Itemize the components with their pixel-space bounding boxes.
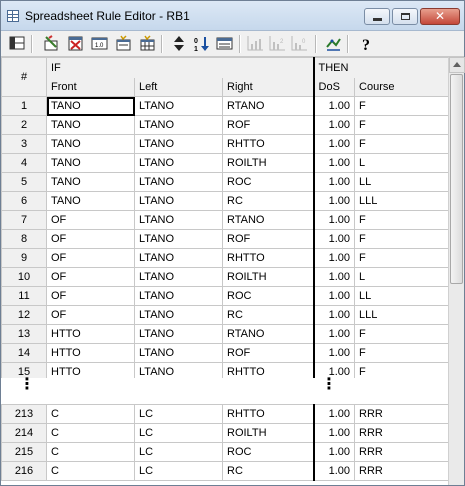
cell-front[interactable]: OF bbox=[47, 287, 135, 306]
svg-text:1: 1 bbox=[194, 46, 198, 52]
cell-right[interactable]: ROILTH bbox=[223, 268, 314, 287]
cell-course[interactable]: F bbox=[355, 249, 448, 268]
close-icon: ✕ bbox=[434, 9, 446, 23]
cell-course[interactable]: LLL bbox=[355, 192, 448, 211]
cell-left[interactable]: LTANO bbox=[135, 363, 223, 382]
cell-right[interactable]: ROF bbox=[223, 344, 314, 363]
cell-left[interactable]: LTANO bbox=[135, 116, 223, 135]
sort-icon[interactable] bbox=[193, 35, 210, 52]
if-group-header: IF bbox=[47, 58, 314, 78]
svg-text:2: 2 bbox=[280, 39, 284, 45]
cell-course[interactable]: F bbox=[355, 363, 448, 382]
cell-course[interactable]: F bbox=[355, 116, 448, 135]
cell-front[interactable]: TANO bbox=[47, 97, 135, 116]
cell-dos[interactable]: 1.00 bbox=[314, 173, 355, 192]
cell-front[interactable]: TANO bbox=[47, 116, 135, 135]
table-row[interactable] bbox=[2, 443, 449, 462]
row-number[interactable]: 213 bbox=[2, 405, 47, 424]
cell-front[interactable]: C bbox=[47, 443, 135, 462]
table-row[interactable] bbox=[2, 154, 449, 173]
row-number[interactable]: 4 bbox=[2, 154, 47, 173]
cell-course[interactable]: F bbox=[355, 344, 448, 363]
view-icon[interactable] bbox=[216, 35, 233, 52]
cell-dos[interactable]: 1.00 bbox=[314, 443, 355, 462]
cell-right[interactable]: ROC bbox=[223, 287, 314, 306]
cell-left[interactable]: LC bbox=[135, 443, 223, 462]
delete-rule-icon[interactable] bbox=[67, 35, 84, 52]
row-number[interactable]: 216 bbox=[2, 462, 47, 481]
table-row[interactable] bbox=[2, 249, 449, 268]
row-number[interactable]: 11 bbox=[2, 287, 47, 306]
rule-table-icon[interactable] bbox=[139, 35, 156, 52]
svg-text:0: 0 bbox=[194, 38, 198, 45]
cell-right[interactable]: RHTTO bbox=[223, 405, 314, 424]
cell-dos[interactable]: 1.00 bbox=[314, 325, 355, 344]
header-row-group bbox=[2, 58, 449, 78]
cell-left[interactable]: LTANO bbox=[135, 306, 223, 325]
maximize-button[interactable] bbox=[392, 8, 418, 25]
cell-dos[interactable]: 1.00 bbox=[314, 268, 355, 287]
cell-front[interactable]: TANO bbox=[47, 135, 135, 154]
cell-front[interactable]: OF bbox=[47, 268, 135, 287]
table-row[interactable] bbox=[2, 116, 449, 135]
minimize-button[interactable] bbox=[364, 8, 390, 25]
edit-rule-icon[interactable] bbox=[43, 35, 60, 52]
header-row-columns bbox=[2, 78, 449, 97]
row-number[interactable]: 10 bbox=[2, 268, 47, 287]
row-number[interactable]: 12 bbox=[2, 306, 47, 325]
cell-right[interactable]: ROF bbox=[223, 116, 314, 135]
cell-front[interactable]: TANO bbox=[47, 154, 135, 173]
toolbar-separator bbox=[239, 35, 240, 53]
cell-dos[interactable]: 1.00 bbox=[314, 249, 355, 268]
spreadsheet-app-icon bbox=[7, 10, 19, 22]
table-row[interactable] bbox=[2, 344, 449, 363]
cell-course[interactable]: LL bbox=[355, 173, 448, 192]
table-row[interactable] bbox=[2, 306, 449, 325]
then-ellipsis: ⋮ bbox=[321, 376, 337, 393]
cell-course[interactable]: F bbox=[355, 211, 448, 230]
cell-course[interactable]: RRR bbox=[355, 462, 449, 481]
cell-dos[interactable]: 1.00 bbox=[314, 306, 355, 325]
cell-left[interactable]: LTANO bbox=[135, 249, 223, 268]
rule-settings-icon[interactable] bbox=[115, 35, 132, 52]
table-row[interactable] bbox=[2, 173, 449, 192]
cell-dos[interactable]: 1.00 bbox=[314, 154, 355, 173]
window-title: Spreadsheet Rule Editor - RB1 bbox=[25, 9, 190, 23]
cell-front[interactable]: C bbox=[47, 424, 135, 443]
cell-right[interactable]: ROF bbox=[223, 230, 314, 249]
then-group-header: THEN bbox=[314, 58, 448, 78]
row-number[interactable]: 1 bbox=[2, 97, 47, 116]
cell-front[interactable]: TANO bbox=[47, 192, 135, 211]
rule-table bbox=[1, 57, 448, 382]
cell-dos[interactable]: 1.00 bbox=[314, 287, 355, 306]
row-number[interactable]: 2 bbox=[2, 116, 47, 135]
cell-front[interactable]: OF bbox=[47, 249, 135, 268]
cell-course[interactable]: F bbox=[355, 97, 448, 116]
row-number[interactable]: 15 bbox=[2, 363, 47, 382]
cell-course[interactable]: RRR bbox=[355, 443, 449, 462]
cell-left[interactable]: LC bbox=[135, 405, 223, 424]
table-row[interactable] bbox=[2, 405, 449, 424]
table-row[interactable] bbox=[2, 135, 449, 154]
row-ellipsis-gap bbox=[1, 378, 448, 404]
cell-left[interactable]: LTANO bbox=[135, 97, 223, 116]
cell-front[interactable]: OF bbox=[47, 211, 135, 230]
row-number[interactable]: 214 bbox=[2, 424, 47, 443]
cell-right[interactable]: RTANO bbox=[223, 325, 314, 344]
toolbar-separator bbox=[347, 35, 348, 53]
cell-left[interactable]: LTANO bbox=[135, 173, 223, 192]
cell-course[interactable]: F bbox=[355, 230, 448, 249]
table-row[interactable] bbox=[2, 97, 449, 116]
minimize-icon bbox=[373, 18, 382, 21]
chart-1-icon[interactable] bbox=[247, 35, 264, 52]
cell-dos[interactable]: 1.00 bbox=[314, 462, 355, 481]
rule-grid-tail bbox=[1, 404, 448, 485]
cell-left[interactable]: LTANO bbox=[135, 135, 223, 154]
spreadsheet-icon[interactable] bbox=[9, 35, 26, 52]
chart-2-icon[interactable] bbox=[269, 35, 286, 52]
cell-dos[interactable]: 1.00 bbox=[314, 97, 355, 116]
cell-front[interactable]: C bbox=[47, 405, 135, 424]
cell-front[interactable]: OF bbox=[47, 306, 135, 325]
graph-icon[interactable] bbox=[325, 35, 342, 52]
row-number[interactable]: 9 bbox=[2, 249, 47, 268]
cell-course[interactable]: F bbox=[355, 325, 448, 344]
cell-right[interactable]: RHTTO bbox=[223, 363, 314, 382]
row-number[interactable]: 8 bbox=[2, 230, 47, 249]
row-number[interactable]: 215 bbox=[2, 443, 47, 462]
row-number[interactable]: 5 bbox=[2, 173, 47, 192]
cell-dos[interactable]: 1.00 bbox=[314, 192, 355, 211]
svg-text:0: 0 bbox=[302, 39, 306, 45]
cell-front[interactable]: OF bbox=[47, 230, 135, 249]
toolbar bbox=[1, 31, 464, 57]
chart-3-icon[interactable] bbox=[291, 35, 308, 52]
cell-course[interactable]: F bbox=[355, 135, 448, 154]
cell-dos[interactable]: 1.00 bbox=[314, 424, 355, 443]
column-header-right[interactable]: Right bbox=[223, 78, 314, 97]
table-row[interactable] bbox=[2, 462, 449, 481]
cell-right[interactable]: RHTTO bbox=[223, 249, 314, 268]
cell-course[interactable]: RRR bbox=[355, 405, 449, 424]
toolbar-separator bbox=[31, 35, 32, 53]
cell-right[interactable]: RTANO bbox=[223, 97, 314, 116]
row-number-header: # bbox=[2, 58, 47, 97]
help-icon[interactable] bbox=[359, 35, 376, 52]
table-row[interactable] bbox=[2, 192, 449, 211]
row-ellipsis: ⋮ bbox=[19, 376, 35, 393]
scroll-up-icon[interactable] bbox=[449, 57, 465, 73]
row-number[interactable]: 13 bbox=[2, 325, 47, 344]
cell-right[interactable]: ROILTH bbox=[223, 424, 314, 443]
cell-dos[interactable]: 1.00 bbox=[314, 363, 355, 382]
table-row[interactable] bbox=[2, 325, 449, 344]
cell-right[interactable]: ROC bbox=[223, 443, 314, 462]
cell-right[interactable]: RTANO bbox=[223, 211, 314, 230]
table-row[interactable] bbox=[2, 230, 449, 249]
cell-course[interactable]: L bbox=[355, 154, 448, 173]
toolbar-separator bbox=[161, 35, 162, 53]
row-number[interactable]: 7 bbox=[2, 211, 47, 230]
cell-left[interactable]: LC bbox=[135, 424, 223, 443]
cell-right[interactable]: RC bbox=[223, 306, 314, 325]
cell-front[interactable]: TANO bbox=[47, 173, 135, 192]
scrollbar-thumb[interactable] bbox=[450, 74, 463, 284]
table-row[interactable] bbox=[2, 211, 449, 230]
column-header-left[interactable]: Left bbox=[135, 78, 223, 97]
cell-dos[interactable]: 1.00 bbox=[314, 211, 355, 230]
cell-dos[interactable]: 1.00 bbox=[314, 405, 355, 424]
column-header-front[interactable]: Front bbox=[47, 78, 135, 97]
cell-course[interactable]: LL bbox=[355, 287, 448, 306]
cell-front[interactable]: HTTO bbox=[47, 344, 135, 363]
cell-course[interactable]: L bbox=[355, 268, 448, 287]
cell-front[interactable]: HTTO bbox=[47, 325, 135, 344]
cell-right[interactable]: RHTTO bbox=[223, 135, 314, 154]
cell-right[interactable]: ROILTH bbox=[223, 154, 314, 173]
row-number[interactable]: 3 bbox=[2, 135, 47, 154]
close-button[interactable] bbox=[420, 8, 460, 25]
svg-text:?: ? bbox=[362, 37, 370, 52]
cell-left[interactable]: LTANO bbox=[135, 211, 223, 230]
table-row[interactable] bbox=[2, 268, 449, 287]
set-value-icon[interactable] bbox=[91, 35, 108, 52]
title-bar[interactable] bbox=[1, 1, 464, 31]
cell-course[interactable]: LLL bbox=[355, 306, 448, 325]
cell-left[interactable]: LTANO bbox=[135, 154, 223, 173]
move-up-down-icon[interactable] bbox=[171, 35, 188, 52]
cell-left[interactable]: LTANO bbox=[135, 192, 223, 211]
cell-left[interactable]: LTANO bbox=[135, 268, 223, 287]
cell-front[interactable]: HTTO bbox=[47, 363, 135, 382]
cell-course[interactable]: RRR bbox=[355, 424, 449, 443]
rule-table-tail bbox=[1, 404, 448, 481]
cell-left[interactable]: LTANO bbox=[135, 230, 223, 249]
cell-left[interactable]: LTANO bbox=[135, 287, 223, 306]
row-number[interactable]: 14 bbox=[2, 344, 47, 363]
cell-dos[interactable]: 1.00 bbox=[314, 116, 355, 135]
maximize-icon bbox=[401, 13, 410, 20]
column-header-course[interactable]: Course bbox=[355, 78, 448, 97]
table-row[interactable] bbox=[2, 424, 449, 443]
toolbar-separator bbox=[315, 35, 316, 53]
cell-front[interactable]: C bbox=[47, 462, 135, 481]
cell-dos[interactable]: 1.00 bbox=[314, 135, 355, 154]
table-row[interactable] bbox=[2, 287, 449, 306]
column-header-dos[interactable]: DoS bbox=[314, 78, 355, 97]
svg-text:1.0: 1.0 bbox=[95, 43, 104, 49]
vertical-scrollbar[interactable] bbox=[448, 57, 464, 485]
cell-dos[interactable]: 1.00 bbox=[314, 230, 355, 249]
cell-left[interactable]: LTANO bbox=[135, 325, 223, 344]
cell-left[interactable]: LC bbox=[135, 462, 223, 481]
row-number[interactable]: 6 bbox=[2, 192, 47, 211]
cell-right[interactable]: RC bbox=[223, 192, 314, 211]
cell-right[interactable]: ROC bbox=[223, 173, 314, 192]
cell-left[interactable]: LTANO bbox=[135, 344, 223, 363]
cell-right[interactable]: RC bbox=[223, 462, 314, 481]
cell-dos[interactable]: 1.00 bbox=[314, 344, 355, 363]
